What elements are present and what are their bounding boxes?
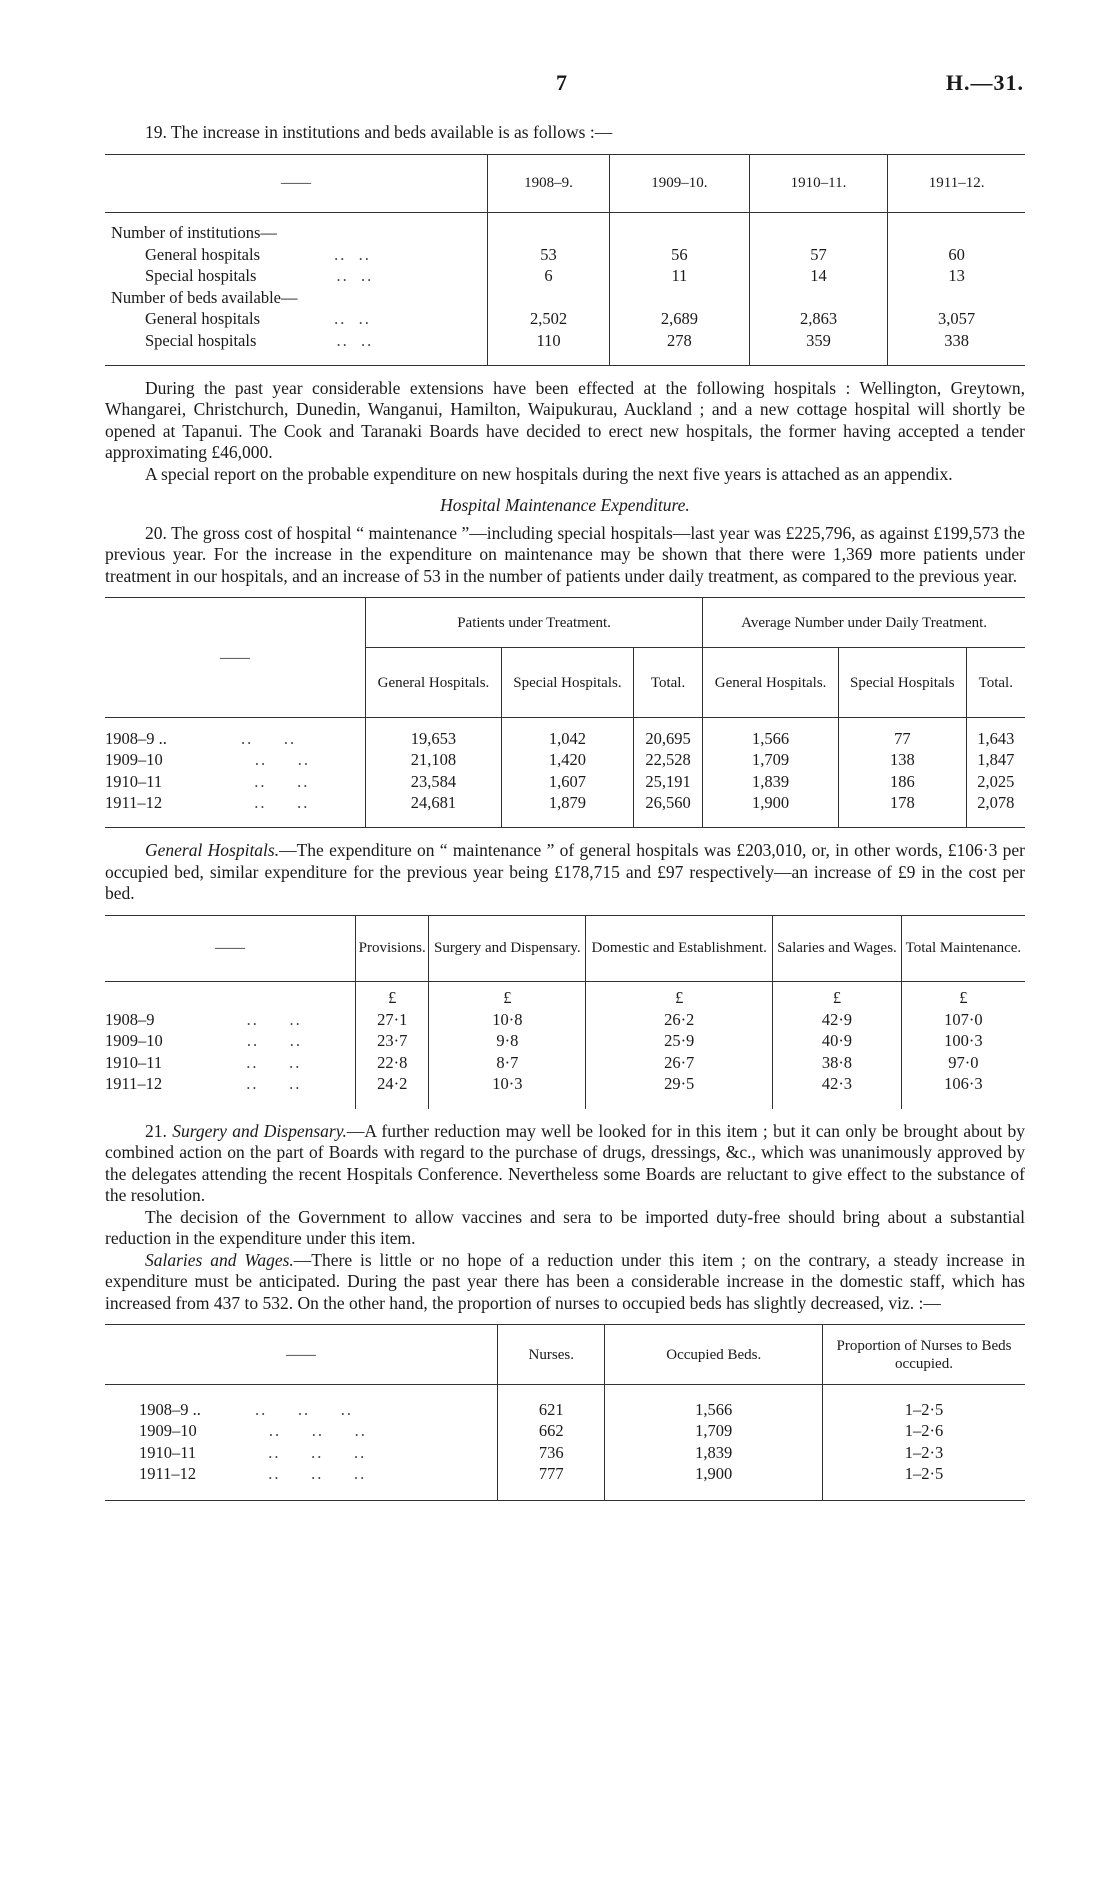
cell: 42·3 <box>773 1073 902 1095</box>
table4-col: Proportion of Nurses to Beds occupied. <box>823 1325 1026 1385</box>
table1-blank-header: —— <box>281 175 311 191</box>
cell: 1,900 <box>605 1463 823 1485</box>
para-21-text: —A further reduction may well be looked for in this item ; but it can only be brought about by combined action on the part of Boards with regard to the purchase of drugs, dressings, &c., which was unanimously approved by the delegates attending the recent Hospitals Conference. Nevertheless some Boards are reluctant to give effect to the substance of the resolution. <box>105 1120 1025 1205</box>
row-year: 1908–9 .. <box>105 728 167 748</box>
table3-blank-header: —— <box>215 940 245 956</box>
table2-subcol: General Hospitals. <box>366 648 502 718</box>
cell: 10·8 <box>429 1009 586 1031</box>
cell: 777 <box>498 1463 605 1485</box>
cell: 2,502 <box>488 308 610 330</box>
cell: 27·1 <box>356 1009 429 1031</box>
cell: 138 <box>839 749 967 771</box>
cell: 21,108 <box>366 749 502 771</box>
cell: 23,584 <box>366 771 502 793</box>
table-row: General hospitals .. .. 2,502 2,689 2,863 3,057 <box>105 308 1025 330</box>
table-row: Special hospitals .. .. 110 278 359 338 <box>105 330 1025 352</box>
row-year: 1911–12 <box>105 793 163 812</box>
row-year: 1909–10 <box>105 750 163 769</box>
maintenance-table <box>105 915 1025 1109</box>
table2-subcol: Special Hospitals <box>839 648 967 718</box>
table2-subcol: General Hospitals. <box>703 648 839 718</box>
row-year: 1911–12 <box>139 1464 197 1483</box>
cell: 2,078 <box>966 792 1025 814</box>
table2-subcol: Total. <box>633 648 702 718</box>
cell: 26·7 <box>586 1052 773 1074</box>
cell: 1–2·5 <box>823 1463 1026 1485</box>
cell: 186 <box>839 771 967 793</box>
cell: 10·3 <box>429 1073 586 1095</box>
table1-col-1908: 1908–9. <box>488 154 610 212</box>
cell: 25·9 <box>586 1030 773 1052</box>
cell: 1–2·3 <box>823 1442 1026 1464</box>
table-row: 1910–11 .. .. .. 736 1,839 1–2·3 <box>105 1442 1025 1464</box>
table1-col-1910: 1910–11. <box>749 154 887 212</box>
cell: 2,025 <box>966 771 1025 793</box>
table3-col: Provisions. <box>356 915 429 981</box>
institutions-table <box>105 154 1025 366</box>
cell: 20,695 <box>633 728 702 750</box>
currency-symbol: £ <box>586 987 773 1009</box>
cell: 1,566 <box>703 728 839 750</box>
cell: 23·7 <box>356 1030 429 1052</box>
page-number: 7 <box>556 70 567 95</box>
cell: 9·8 <box>429 1030 586 1052</box>
cell: 3,057 <box>888 308 1025 330</box>
cell: 662 <box>498 1420 605 1442</box>
cell: 22,528 <box>633 749 702 771</box>
table1-group-institutions: Number of institutions— <box>111 223 277 242</box>
table-row: 1908–9 .. .. 27·1 10·8 26·2 42·9 107·0 <box>105 1009 1025 1031</box>
para-20: 20. The gross cost of hospital “ maintenance ”—including special hospitals—last year was £225,796, as against £199,573 the previous year. For the increase in the expenditure on maintenance may be shown that there were 1,369 more patients under treatment in our hospitals, and an increase of 53 in the number of patients under daily treatment, as compared to the previous year. <box>105 522 1025 586</box>
currency-symbol: £ <box>356 987 429 1009</box>
cell: 42·9 <box>773 1009 902 1031</box>
cell: 1,566 <box>605 1399 823 1421</box>
table2-subcol: Special Hospitals. <box>501 648 633 718</box>
cell: 2,863 <box>749 308 887 330</box>
para-general-text: —The expenditure on “ maintenance ” of general hospitals was £203,010, or, in other words, £106·3 per occupied bed, similar expenditure for the previous year being £178,715 and £97 respectively—an increase of £9 in the cost per bed. <box>105 840 1025 903</box>
cell: 57 <box>749 244 887 266</box>
cell: 40·9 <box>773 1030 902 1052</box>
table-row: 1911–12 .. .. 24,681 1,879 26,560 1,900 178 2,078 <box>105 792 1025 814</box>
para-salaries-text: —There is little or no hope of a reduction under this item ; on the contrary, a steady increase in expenditure must be anticipated. During the past year there has been a considerable increase in the domestic staff, which has increased from 437 to 532. On the other hand, the proportion of nurses to occupied beds has slightly decreased, viz. :— <box>105 1249 1025 1313</box>
para-general-hospitals <box>105 840 1025 905</box>
cell: 60 <box>888 244 1025 266</box>
para-vaccines: The decision of the Government to allow vaccines and sera to be imported duty-free should bring about a substantial reduction in the expenditure under this item. <box>105 1206 1025 1248</box>
para-general-label: General Hospitals. <box>145 840 280 860</box>
cell: 77 <box>839 728 967 750</box>
cell: 106·3 <box>901 1073 1025 1095</box>
table3-col: Total Maintenance. <box>901 915 1025 981</box>
row-year: 1910–11 <box>139 1442 197 1462</box>
cell: 2,689 <box>610 308 750 330</box>
table-row: 1909–10 .. .. 21,108 1,420 22,528 1,709 138 1,847 <box>105 749 1025 771</box>
cell: 38·8 <box>773 1052 902 1074</box>
para-salaries-label: Salaries and Wages. <box>145 1249 294 1270</box>
row-year: 1910–11 <box>105 1052 163 1072</box>
para-salaries <box>105 1250 1025 1315</box>
table1-col-1911: 1911–12. <box>888 154 1025 212</box>
cell: 338 <box>888 330 1025 352</box>
cell: 278 <box>610 330 750 352</box>
cell: 24,681 <box>366 792 502 814</box>
cell: 26,560 <box>633 792 702 814</box>
table-row: 1911–12 .. .. 24·2 10·3 29·5 42·3 106·3 <box>105 1073 1025 1095</box>
table-row: 1910–11 .. .. 23,584 1,607 25,191 1,839 186 2,025 <box>105 771 1025 793</box>
cell: 736 <box>498 1442 605 1464</box>
cell: 1,709 <box>703 749 839 771</box>
table-row: 1909–10 .. .. .. 662 1,709 1–2·6 <box>105 1420 1025 1442</box>
row-year: 1908–9 <box>105 1009 155 1029</box>
table3-col: Domestic and Establishment. <box>586 915 773 981</box>
row-label: General hospitals <box>145 309 261 328</box>
cell: 1,839 <box>605 1442 823 1464</box>
table-row: 1908–9 .. .. .. 19,653 1,042 20,695 1,566 77 1,643 <box>105 728 1025 750</box>
heading-maintenance: Hospital Maintenance Expenditure. <box>440 495 690 515</box>
cell: 1,607 <box>501 771 633 793</box>
currency-symbol: £ <box>429 987 586 1009</box>
table-row: 1908–9 .. .. .. .. 621 1,566 1–2·5 <box>105 1399 1025 1421</box>
para-21 <box>105 1121 1025 1207</box>
table3-col: Surgery and Dispensary. <box>429 915 586 981</box>
currency-symbol: £ <box>901 987 1025 1009</box>
cell: 107·0 <box>901 1009 1025 1031</box>
cell: 8·7 <box>429 1052 586 1074</box>
table2-group-treatment: Patients under Treatment. <box>366 598 703 648</box>
table2-blank-header: —— <box>220 649 250 666</box>
table1-col-1909: 1909–10. <box>610 154 750 212</box>
section-19-intro: 19. The increase in institutions and beds available is as follows :— <box>145 122 613 142</box>
cell: 11 <box>610 265 750 287</box>
cell: 19,653 <box>366 728 502 750</box>
cell: 22·8 <box>356 1052 429 1074</box>
cell: 13 <box>888 265 1025 287</box>
table-row: 1911–12 .. .. .. 777 1,900 1–2·5 <box>105 1463 1025 1485</box>
row-year: 1909–10 <box>139 1421 197 1440</box>
cell: 359 <box>749 330 887 352</box>
cell: 1,420 <box>501 749 633 771</box>
cell: 1,839 <box>703 771 839 793</box>
table3-col: Salaries and Wages. <box>773 915 902 981</box>
cell: 1,879 <box>501 792 633 814</box>
cell: 6 <box>488 265 610 287</box>
row-year: 1909–10 <box>105 1031 163 1050</box>
table-row: Special hospitals .. .. 6 11 14 13 <box>105 265 1025 287</box>
row-year: 1908–9 .. <box>139 1399 201 1419</box>
cell: 25,191 <box>633 771 702 793</box>
table4-col: Occupied Beds. <box>605 1325 823 1385</box>
row-label: General hospitals <box>145 244 261 264</box>
table4-blank-header: —— <box>286 1346 316 1363</box>
para-21-num: 21. <box>145 1120 167 1141</box>
page-code: H.—31. <box>945 70 1024 95</box>
cell: 53 <box>488 244 610 266</box>
table-row: 1910–11 .. .. 22·8 8·7 26·7 38·8 97·0 <box>105 1052 1025 1074</box>
para-extensions: During the past year considerable extensions have been effected at the following hospitals : Wellington, Greytown, Whangarei, Christchurch, Dunedin, Wanganui, Hamilton, Waipukurau, Auckland ; and a new cottage hospital will shortly be opened at Tapanui. The Cook and Taranaki Boards have decided to erect new hospitals, the former having accepted a tender approximating £46,000. <box>105 377 1025 462</box>
table-row: General hospitals .. .. 53 56 57 60 <box>105 244 1025 266</box>
para-report: A special report on the probable expenditure on new hospitals during the next five years is attached as an appendix. <box>145 463 953 484</box>
cell: 1–2·6 <box>823 1420 1026 1442</box>
table1-group-beds: Number of beds available— <box>111 287 298 307</box>
table4-col: Nurses. <box>498 1325 605 1385</box>
cell: 1–2·5 <box>823 1399 1026 1421</box>
cell: 97·0 <box>901 1052 1025 1074</box>
table-row: 1909–10 .. .. 23·7 9·8 25·9 40·9 100·3 <box>105 1030 1025 1052</box>
row-year: 1910–11 <box>105 771 163 791</box>
cell: 621 <box>498 1399 605 1421</box>
row-label: Special hospitals <box>145 330 257 350</box>
cell: 178 <box>839 792 967 814</box>
row-label: Special hospitals <box>145 266 257 285</box>
cell: 56 <box>610 244 750 266</box>
nurses-table <box>105 1324 1025 1501</box>
cell: 1,847 <box>966 749 1025 771</box>
cell: 100·3 <box>901 1030 1025 1052</box>
cell: 110 <box>488 330 610 352</box>
cell: 24·2 <box>356 1073 429 1095</box>
row-year: 1911–12 <box>105 1074 163 1093</box>
cell: 14 <box>749 265 887 287</box>
patients-table <box>105 597 1025 828</box>
para-21-label: Surgery and Dispensary. <box>172 1120 347 1141</box>
page-header <box>0 70 1114 100</box>
table2-subcol: Total. <box>966 648 1025 718</box>
cell: 1,643 <box>966 728 1025 750</box>
table2-group-daily: Average Number under Daily Treatment. <box>703 598 1025 648</box>
cell: 1,900 <box>703 792 839 814</box>
cell: 26·2 <box>586 1009 773 1031</box>
currency-symbol: £ <box>773 987 902 1009</box>
cell: 29·5 <box>586 1073 773 1095</box>
cell: 1,709 <box>605 1420 823 1442</box>
page-content <box>105 122 1025 1501</box>
cell: 1,042 <box>501 728 633 750</box>
